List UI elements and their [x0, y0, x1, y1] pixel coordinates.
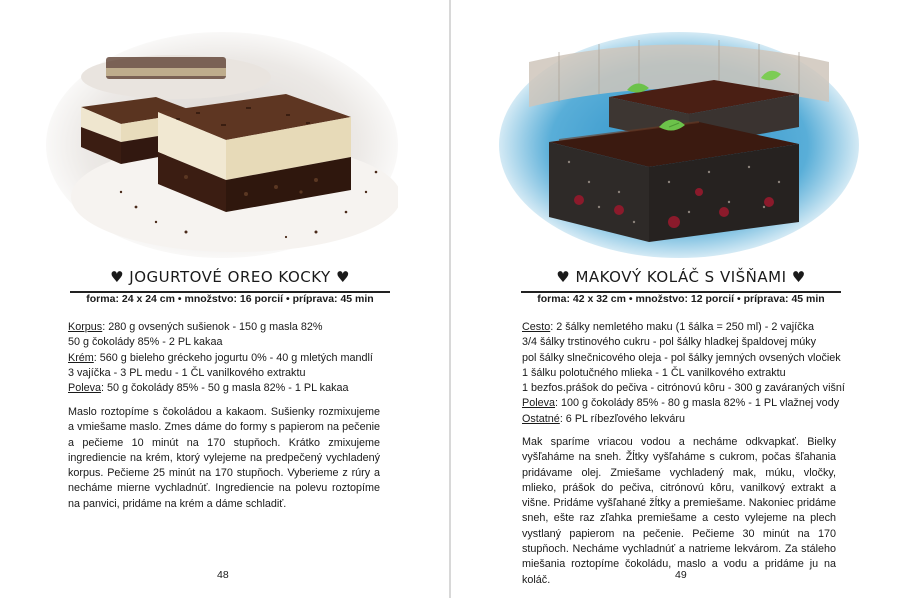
page-49	[451, 0, 900, 598]
recipe-title: ♥ JOGURTOVÉ OREO KOCKY ♥	[110, 268, 350, 286]
recipe-specs: forma: 42 x 32 cm • množstvo: 12 porcií • príprava: 45 min	[537, 293, 825, 305]
ingredient-list	[68, 320, 408, 396]
ingredient-line: Cesto: 2 šálky nemletého maku (1 šálka = 250 ml) - 2 vajíčka	[522, 321, 814, 333]
oreo-cubes-photo	[46, 32, 398, 258]
page-48	[0, 0, 449, 598]
recipe-title: ♥ MAKOVÝ KOLÁČ S VIŠŇAMI ♥	[556, 268, 806, 286]
ingredient-line: 3/4 šálky trstinového cukru - pol šálky hladkej špaldovej múky	[522, 336, 817, 349]
ingredient-line: Poleva: 50 g čokolády 85% - 50 g masla 82% - 1 PL kakaa	[68, 382, 349, 395]
ingredient-line: Korpus: 280 g ovsených sušienok - 150 g masla 82%	[68, 321, 323, 333]
method-text: Mak sparíme vriacou vodou a necháme odkvapkať. Bielky vyšľaháme na sneh. Žĺtky vyšľaháme s cukrom, počas šľahania pridávame olej. Zmiešame vychladený mak, múku, vločky, mlieko, prášok do pečiva, citrónovú kôru, vanilkový extrakt a višne. Pridáme vyšľahané žĺtky a premiešame. Nakoniec pridáme sneh, ešte raz zľahka premiešame a cesto vylejeme na plech vystlaný papierom na pečenie. Pečieme 30 minút na 170 stupňoch. Necháme vychladnúť a natrieme lekvárom. Za stáleho miešania roztopíme čokoládu, maslo a vodu a pridáme ju na koláč.	[522, 436, 836, 586]
poppy-cherry-cake-photo	[499, 32, 859, 258]
ingredient-line: Ostatné: 6 PL ríbezľového lekváru	[522, 412, 685, 425]
ingredient-line: 3 vajíčka - 3 PL medu - 1 ČL vanilkového extraktu	[68, 366, 306, 379]
ingredient-line: 50 g čokolády 85% - 2 PL kakaa	[68, 336, 223, 349]
ingredient-line: pol šálky slnečnicového oleja - pol šálky jemných ovsených vločiek	[522, 351, 841, 364]
ingredient-line: Poleva: 100 g čokolády 85% - 80 g masla 82% - 1 PL vlažnej vody	[522, 397, 840, 410]
ingredient-line: 1 bezfos.prášok do pečiva - citrónovú kôru - 300 g zaváraných višní	[522, 382, 845, 395]
method-text: Maslo roztopíme s čokoládou a kakaom. Sušienky rozmixujeme a vmiešame maslo. Zmes dáme do formy s papierom na pečenie a pečieme 10 minút na 170 stupňoch. Krátko zmixujeme ingrediencie na krém, ktorý vylejeme na predpečený vychladený korpus. Pečieme 25 minút na 170 stupňoch. Vyberieme z rúry a necháme mierne vychladnúť. Ingrediencie na polevu roztopíme na panvici, pridáme na krém a dáme schladiť.	[68, 406, 380, 510]
page-number: 49	[675, 569, 687, 581]
page-number: 48	[217, 569, 229, 581]
ingredient-list	[522, 320, 872, 427]
ingredient-line: 1 šálku polotučného mlieka - 1 ČL vanilkového extraktu	[522, 366, 786, 379]
ingredient-line: Krém: 560 g bieleho gréckeho jogurtu 0% - 40 g mletých mandlí	[68, 351, 373, 364]
recipe-specs: forma: 24 x 24 cm • množstvo: 16 porcií • príprava: 45 min	[86, 293, 374, 305]
